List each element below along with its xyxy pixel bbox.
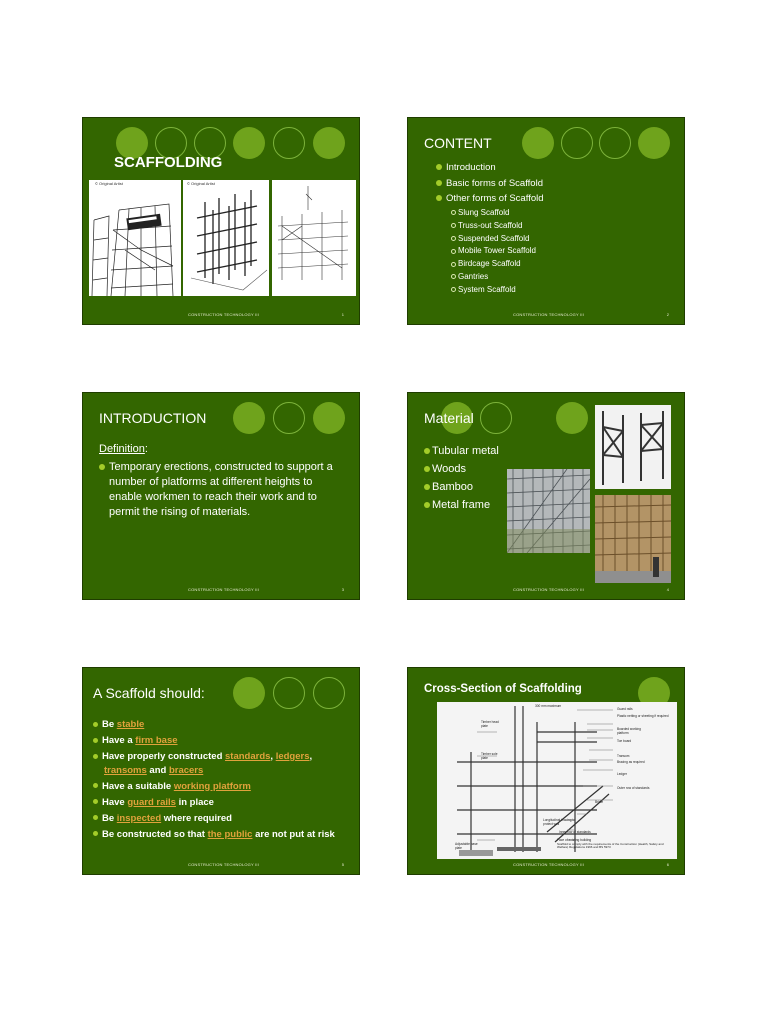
- footer-course: CONSTRUCTION TECHNOLOGY III: [188, 862, 260, 867]
- bamboo-scaffold-graphic: [595, 495, 671, 583]
- decor-circle: [599, 127, 631, 159]
- bullet-icon: [93, 799, 98, 804]
- slide-material: [407, 392, 685, 600]
- slide-scaffolding: [82, 117, 360, 325]
- decor-circle: [480, 402, 512, 434]
- page-number: 1: [341, 312, 344, 317]
- page-number: 4: [666, 587, 669, 592]
- scaffold-tower-drawing: [89, 180, 181, 296]
- content-sublist: [451, 207, 536, 297]
- bullet-icon: [424, 484, 430, 490]
- list-item: Have guard rails in place: [93, 796, 355, 810]
- label-guard-rails: Guard rails: [617, 707, 633, 711]
- page-number: 2: [666, 312, 669, 317]
- decor-circle: [273, 677, 305, 709]
- definition-label: Definition: [99, 443, 145, 455]
- decor-circle: [233, 677, 265, 709]
- scaffold-illustration-2: [183, 180, 269, 296]
- image-caption: © Original Artist: [187, 181, 215, 186]
- bullet-icon: [436, 180, 442, 186]
- list-item: Bamboo: [424, 478, 499, 496]
- bullet-icon: [93, 754, 98, 759]
- material-list: [424, 442, 499, 514]
- scaffold-illustration-1: [89, 180, 181, 296]
- decor-circle: [638, 127, 670, 159]
- decor-circle: [313, 127, 345, 159]
- footer-course: CONSTRUCTION TECHNOLOGY III: [513, 587, 585, 592]
- decor-circle: [313, 402, 345, 434]
- decor-circle: [561, 127, 593, 159]
- list-item: System Scaffold: [451, 284, 536, 297]
- list-item: Have properly constructed standards, ledgers, transoms and bracers: [93, 750, 355, 777]
- list-item: Gantries: [451, 271, 536, 284]
- label-sole-plate: Timber sole plate: [481, 752, 498, 760]
- requirements-list: [93, 718, 355, 841]
- frame-scaffold-graphic: [595, 405, 671, 489]
- definition-text: Temporary erections, constructed to support a number of platforms at different heights to enable workmen to reach their work and to permit the rising of materials.: [109, 461, 333, 518]
- footer-course: CONSTRUCTION TECHNOLOGY III: [513, 312, 585, 317]
- bullet-icon: [436, 195, 442, 201]
- bullet-icon: [436, 164, 442, 170]
- label-300mm: 300 mm maximum: [535, 704, 562, 708]
- tubular-scaffold-graphic: [507, 469, 590, 553]
- list-item: Birdcage Scaffold: [451, 258, 536, 271]
- bullet-icon: [99, 464, 105, 470]
- list-item: Be constructed so that the public are not put at risk: [93, 828, 355, 842]
- footer-course: CONSTRUCTION TECHNOLOGY III: [513, 862, 585, 867]
- slide-title: A Scaffold should:: [93, 685, 205, 701]
- bullet-icon: [93, 831, 98, 836]
- slide-content: [407, 117, 685, 325]
- label-inner-standards: Inner row of standards: [559, 830, 591, 834]
- label-bridle: Bridle: [595, 800, 604, 804]
- slide-cross-section: [407, 667, 685, 875]
- list-item: Be stable: [93, 718, 355, 732]
- content-list: [436, 160, 544, 207]
- list-item: Be inspected where required: [93, 812, 355, 826]
- label-netting: Plastic netting or sheeting if required: [617, 714, 669, 718]
- decor-circle: [233, 402, 265, 434]
- label-boarded-platform: Boarded working platform: [617, 727, 641, 735]
- label-toe-board: Toe board: [617, 739, 632, 743]
- label-regulations: Scaffold to comply with the requirements of the Construction (Health, Safety and Welfare) Regulations 1966 and BS 5973: [557, 842, 664, 850]
- slide-title: INTRODUCTION: [99, 410, 207, 426]
- bullet-icon: [93, 815, 98, 820]
- bullet-icon: [424, 466, 430, 472]
- ring-bullet-icon: [451, 249, 456, 254]
- label-building-face: Face of existing building: [557, 838, 592, 842]
- slide-introduction: [82, 392, 360, 600]
- list-item: Other forms of Scaffold: [436, 191, 544, 207]
- slide-title: SCAFFOLDING: [114, 154, 223, 171]
- scaffold-frame-drawing: [183, 180, 269, 296]
- decor-circle: [556, 402, 588, 434]
- label-ledger: Ledger: [617, 772, 627, 776]
- label-outer-standards: Outer row of standards: [617, 786, 650, 790]
- bullet-icon: [424, 448, 430, 454]
- page-number: 6: [666, 862, 669, 867]
- bullet-icon: [93, 722, 98, 727]
- decor-circle: [313, 677, 345, 709]
- ring-bullet-icon: [451, 274, 456, 279]
- ring-bullet-icon: [451, 223, 456, 228]
- label-transom: Transom: [617, 754, 630, 758]
- definition-body: [99, 460, 344, 520]
- decor-circle: [273, 127, 305, 159]
- metal-frame-photo: [595, 405, 671, 489]
- list-item: Suspended Scaffold: [451, 233, 536, 246]
- decor-circle: [233, 127, 265, 159]
- cross-section-diagram: [437, 702, 677, 859]
- definition-heading: Definition:: [99, 443, 148, 455]
- decor-circle: [522, 127, 554, 159]
- tubular-metal-photo: [507, 469, 590, 553]
- footer-course: CONSTRUCTION TECHNOLOGY III: [188, 312, 260, 317]
- bullet-icon: [424, 502, 430, 508]
- slide-title: CONTENT: [424, 135, 492, 151]
- bullet-icon: [93, 738, 98, 743]
- ring-bullet-icon: [451, 262, 456, 267]
- label-bracing: Bracing as required: [617, 760, 645, 764]
- ring-bullet-icon: [451, 236, 456, 241]
- page-number: 5: [341, 862, 344, 867]
- ring-bullet-icon: [451, 287, 456, 292]
- list-item: Truss-out Scaffold: [451, 220, 536, 233]
- list-item: Metal frame: [424, 496, 499, 514]
- list-item: Woods: [424, 460, 499, 478]
- list-item: Basic forms of Scaffold: [436, 176, 544, 192]
- decor-circle: [273, 402, 305, 434]
- list-item: Have a firm base: [93, 734, 355, 748]
- scaffold-illustration-3: [272, 180, 356, 296]
- footer-course: CONSTRUCTION TECHNOLOGY III: [188, 587, 260, 592]
- bullet-icon: [93, 783, 98, 788]
- page-number: 3: [341, 587, 344, 592]
- list-item: Tubular metal: [424, 442, 499, 460]
- list-item: Have a suitable working platform: [93, 780, 355, 794]
- list-item: Mobile Tower Scaffold: [451, 245, 536, 258]
- cross-section-drawing: [437, 702, 677, 859]
- scaffold-sketch-drawing: [272, 180, 356, 296]
- bamboo-scaffold-photo: [595, 495, 671, 583]
- list-item: Introduction: [436, 160, 544, 176]
- image-caption: © Original Artist: [95, 181, 123, 186]
- label-longitudinal-bracing: Longitudinal bracing to protect wall: [543, 818, 576, 826]
- slide-title: Cross-Section of Scaffolding: [424, 683, 582, 695]
- list-item: Slung Scaffold: [451, 207, 536, 220]
- slide-title: Material: [424, 410, 474, 426]
- label-head-plate: Timber head plate: [481, 720, 499, 728]
- ring-bullet-icon: [451, 210, 456, 215]
- slide-scaffold-should: [82, 667, 360, 875]
- label-base-plate: Adjustable base plate: [455, 842, 478, 850]
